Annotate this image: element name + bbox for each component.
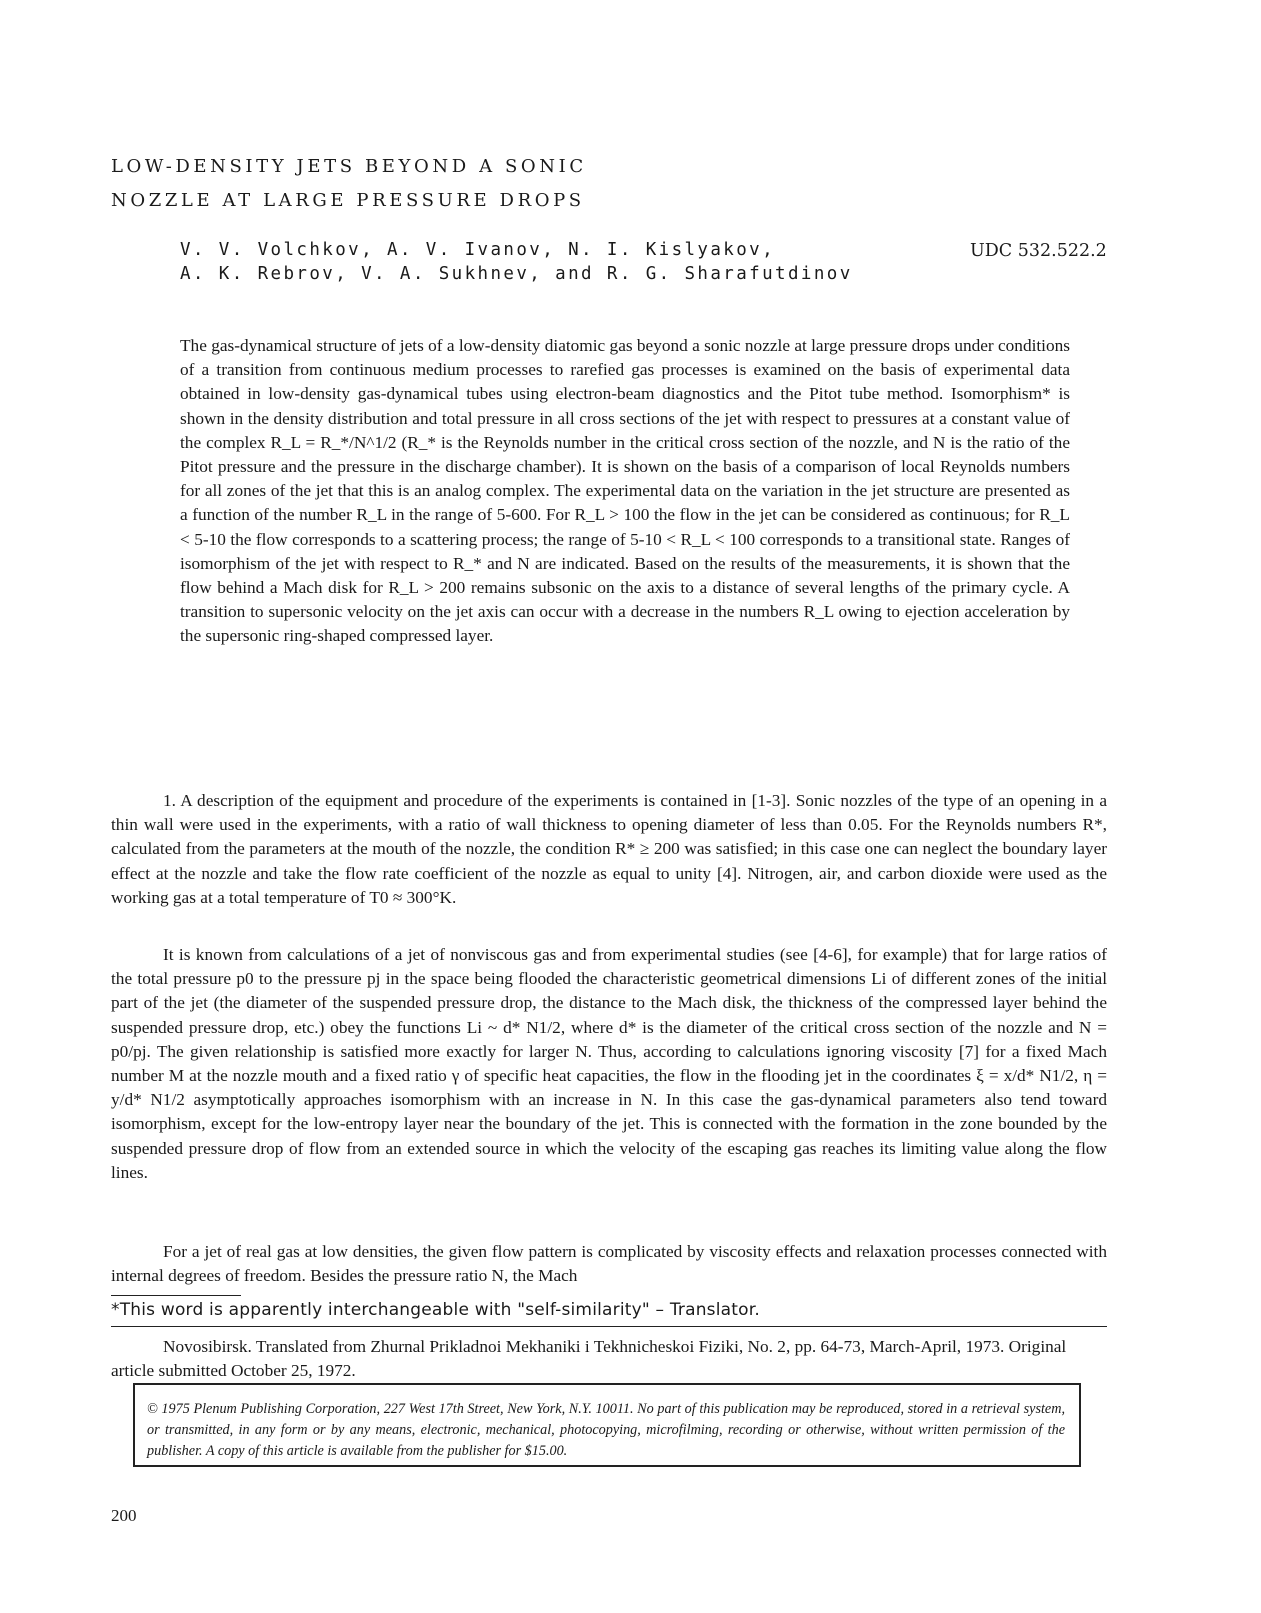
footnote-divider [111,1295,241,1296]
body-paragraph-2 [111,943,1107,1185]
abstract [180,334,1070,649]
source-note-text: Novosibirsk. Translated from Zhurnal Prikladnoi Mekhaniki i Tekhnicheskoi Fiziki, No. 2, pp. 64-73, March-April, 1973. Original article submitted October 25, 1972. [111,1337,1067,1380]
body-paragraph-1 [111,789,1107,910]
source-note [111,1335,1107,1383]
paragraph-text: It is known from calculations of a jet of nonviscous gas and from experimental studies (see [4-6], for example) that for large ratios of the total pressure p0 to the pressure pj in the space being flooded the characteristic geometrical dimensions Li of different zones of the initial part of the jet (the diameter of the suspended pressure drop, the distance to the Mach disk, the thickness of the compressed layer behind the suspended pressure drop, etc.) obey the functions Li ~ d* N1/2, where d* is the diameter of the critical cross section of the nozzle and N = p0/pj. The given relationship is satisfied more exactly for larger N. Thus, according to calculations ignoring viscosity [7] for a fixed Mach number M at the nozzle mouth and a fixed ratio γ of specific heat capacities, the flow in the flooding jet in the coordinates ξ = x/d* N1/2, η = y/d* N1/2 asymptotically approaches isomorphism with an increase in N. In this case the gas-dynamical parameters also tend toward isomorphism, except for the low-entropy layer near the boundary of the jet. This is connected with the formation in the zone bounded by the suspended pressure drop of flow from an extended source in which the velocity of the escaping gas reaches its limiting value along the flow lines. [111,945,1107,1182]
body-paragraph-3 [111,1240,1107,1288]
authors-line-1: V. V. Volchkov, A. V. Ivanov, N. I. Kislyakov, [180,240,776,260]
udc-code: UDC 532.522.2 [970,241,1107,261]
title-line-2: NOZZLE AT LARGE PRESSURE DROPS [111,190,585,211]
authors-line-2: A. K. Rebrov, V. A. Sukhnev, and R. G. Sharafutdinov [180,264,853,284]
paragraph-text: For a jet of real gas at low densities, the given flow pattern is complicated by viscosity effects and relaxation processes connected with internal degrees of freedom. Besides the pressure ratio N, the Mach [111,1242,1107,1286]
paragraph-text: 1. A description of the equipment and procedure of the experiments is contained in [1-3]. Sonic nozzles of the type of an opening in a thin wall were used in the experiments, with a ratio of wall thickness to opening diameter of less than 0.05. For the Reynolds numbers R*, calculated from the parameters at the mouth of the nozzle, the condition R* ≥ 200 was satisfied; in this case one can neglect the boundary layer effect at the nozzle and take the flow rate coefficient of the nozzle as equal to unity [4]. Nitrogen, air, and carbon dioxide were used as the working gas at a total temperature of T0 ≈ 300°K. [111,791,1107,907]
copyright-text: © 1975 Plenum Publishing Corporation, 227 West 17th Street, New York, N.Y. 10011. No part of this publication may be reproduced, stored in a retrieval system, or transmitted, in any form or by any means, electronic, mechanical, photocopying, microfilming, recording or otherwise, without written permission of the publisher. A copy of this article is available from the publisher for $15.00. [147,1401,1065,1459]
copyright-box [133,1383,1081,1467]
source-divider [111,1326,1107,1327]
footnote: *This word is apparently interchangeable with "self-similarity" – Translator. [111,1300,760,1320]
page-number: 200 [111,1506,137,1525]
abstract-text: The gas-dynamical structure of jets of a low-density diatomic gas beyond a sonic nozzle at large pressure drops under conditions of a transition from continuous medium processes to rarefied gas processes is examined on the basis of experimental data obtained in low-density gas-dynamical tubes using electron-beam diagnostics and the Pitot tube method. Isomorphism* is shown in the density distribution and total pressure in all cross sections of the jet with respect to pressures at a constant value of the complex R_L = R_*/N^1/2 (R_* is the Reynolds number in the critical cross section of the nozzle, and N is the ratio of the Pitot pressure and the pressure in the discharge chamber). It is shown on the basis of a comparison of local Reynolds numbers for all zones of the jet that this is an analog complex. The experimental data on the variation in the jet structure are presented as a function of the number R_L in the range of 5-600. For R_L > 100 the flow in the jet can be considered as continuous; for R_L < 5-10 the flow corresponds to a scattering process; the range of 5-10 < R_L < 100 corresponds to a transitional state. Ranges of isomorphism of the jet with respect to R_* and N are indicated. Based on the results of the measurements, it is shown that the flow behind a Mach disk for R_L > 200 remains subsonic on the axis to a distance of several lengths of the primary cycle. A transition to supersonic velocity on the jet axis can occur with a decrease in the numbers R_L owing to ejection acceleration by the supersonic ring-shaped compressed layer. [180,336,1070,646]
title-line-1: LOW-DENSITY JETS BEYOND A SONIC [111,156,587,177]
